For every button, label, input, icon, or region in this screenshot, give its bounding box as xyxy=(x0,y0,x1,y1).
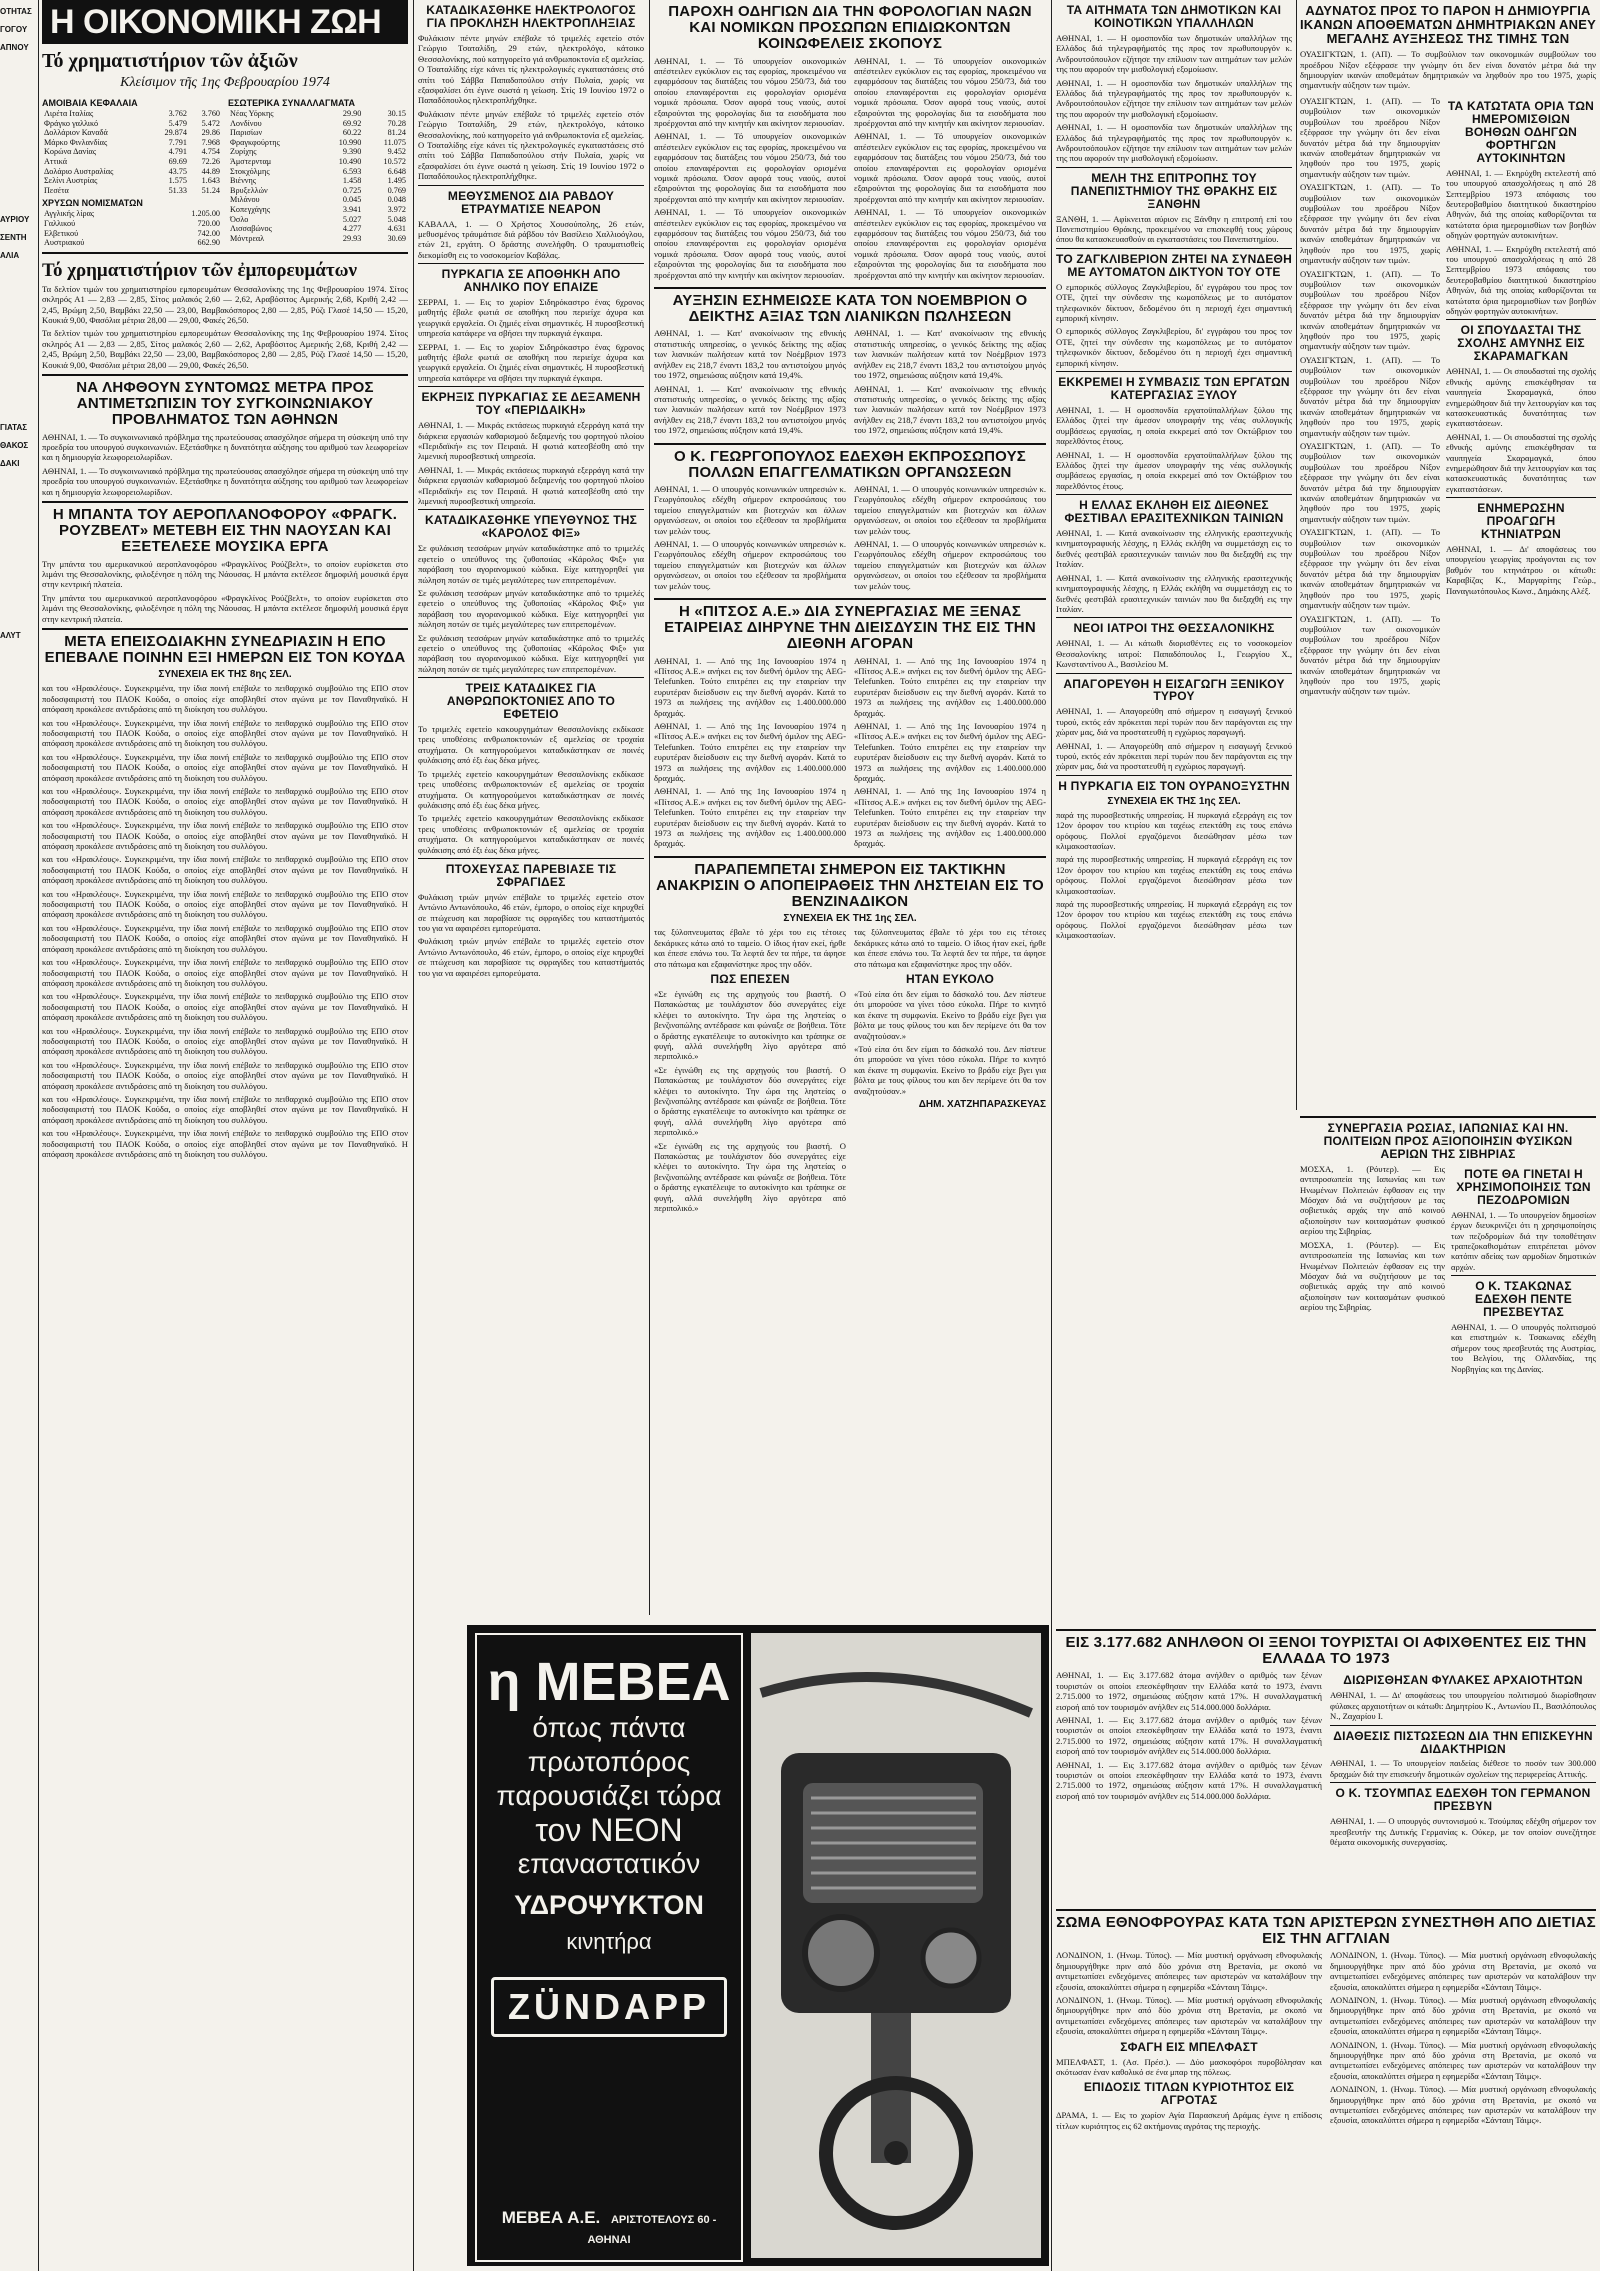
table-cell-value: 3.762 xyxy=(168,109,187,118)
table-cell-value: 6.593 xyxy=(342,166,362,176)
table-cell-label: Λισσαβώνος xyxy=(230,224,272,234)
table-row xyxy=(42,119,222,129)
article-a18: ΕΚΚΡΕΜΕΙ Η ΣΥΜΒΑΣΙΣ ΤΩΝ ΕΡΓΑΤΩΝ ΚΑΤΕΡΓΑΣΙΑΣ ΞΥΛΟΥ ΑΘΗΝΑΙ, 1. — Η ομοσπονδία εργατοϋπαλλήλων ξύλου της Ελλάδος ζητεί την άμεσον υπογραφήν της νέας συλλογικής συμβάσεως εργασίας, η οποία εκκρεμεί από τον Οκτώβριον του παρελθόντος έτους. ΑΘΗΝΑΙ, 1. — Η ομοσπονδία εργατοϋπαλλήλων ξύλου της Ελλάδος ζητεί την άμεσον υπογραφήν της νέας συλλογικής συμβάσεως εργασίας, η οποία εκκρεμεί από τον Οκτώβριον του παρελθόντος έτους. xyxy=(1056,375,1292,491)
article-a16: ΜΕΛΗ ΤΗΣ ΕΠΙΤΡΟΠΗΣ ΤΟΥ ΠΑΝΕΠΙΣΤΗΜΙΟΥ ΤΗΣ ΘΡΑΚΗΣ ΕΙΣ ΞΑΝΘΗΝ ΞΑΝΘΗ, 1. — Αφίκνειται αύριον εις Ξάνθην η επιτροπή επί του Πανεπιστημίου Θράκης, προκειμένου να επισκεφθή τους χώρους όπου θα κατασκευασθούν αι εγκαταστάσεις του Πανεπιστημίου. xyxy=(1056,170,1292,245)
stock-column xyxy=(42,0,408,1162)
merchandise-text: Τα δελτίον τιμών του χρηματιστηρίου εμπορευμάτων Θεσσαλονίκης της 1ης Φεβρουαρίου 1974. Σίτος σκληρός Α1 — 2,83 — 2,85, Σίτος μαλακός 2,60 — 2,62, Αραβόσιτος Αμερικής 2,68, Κριθή 2,42 — 2,45, Βρώμη 2,50, Βαμβάκι 22,50 — 23,00, Βαμβακόσπορος 2,80 — 2,85, Ρύζι Γλασέ 14,50 — 15,20, Κουκιά 9,00, Φασόλια μέτρια 28,00 — 29,00, Φακές 26,50. xyxy=(42,283,408,325)
ad-line: τον ΝΕΟΝ xyxy=(535,1812,683,1848)
table-cell-label: Πεσέτα xyxy=(44,185,69,195)
strip-word: ΑΥΡΙΟΥ xyxy=(0,215,30,224)
table-cell-label: Λονδίνου xyxy=(230,118,262,128)
column-5 xyxy=(1056,0,1292,1625)
table-cell-value: 4.631 xyxy=(387,224,406,234)
column-rule xyxy=(1296,0,1297,1110)
table-row xyxy=(42,157,222,167)
zundapp-logo: ZÜNDAPP xyxy=(491,1977,727,2037)
table-cell-value: 720.00 xyxy=(197,218,220,228)
table-cell-value: 30.15 xyxy=(387,109,406,118)
table-row xyxy=(228,128,408,138)
table-row xyxy=(228,176,408,186)
table-cell-value: 29.93 xyxy=(342,233,362,243)
table-cell-value: 0.045 xyxy=(342,195,362,205)
table-cell-label: Γαλλικού xyxy=(44,218,76,228)
table-row xyxy=(42,128,222,138)
stock-tables xyxy=(42,95,408,248)
strip-word: ΣΕΝΤΗ xyxy=(0,233,27,242)
merchandise-title: Τό χρηματιστήριον τῶν ἐμπορευμάτων xyxy=(42,259,357,281)
article-a7: ΠΤΟΧΕΥΣΑΣ ΠΑΡΕΒΙΑΣΕ ΤΙΣ ΣΦΡΑΓΙΔΕΣ Φυλάκιση τριών μηνών επέβαλε το τριμελές εφετείο στον Αντώνιο Αντωνόπουλο, 46 ετών, έμπορο, ο οποίος είχε κηρυχθεί σε πτώχευση και παραβίασε τις σφραγίδες του καταστήματός του για να αφαιρέσει εμπορεύματα. Φυλάκιση τριών μηνών επέβαλε το τριμελές εφετείο στον Αντώνιο Αντωνόπουλο, 46 ετών, έμπορο, ο οποίος είχε κηρυχθεί σε πτώχευση και παραβίασε τις σφραγίδες του καταστήματός του για να αφαιρέσει εμπορεύματα. xyxy=(418,861,644,978)
table-row xyxy=(42,138,222,148)
gold-table xyxy=(42,209,222,247)
table-cell-value: 10.490 xyxy=(338,156,362,166)
table-heading: ΕΣΩΤΕΡΙΚΑ ΣΥΝΑΛΛΑΓΜΑΤΑ xyxy=(228,98,356,108)
article-a30: ΕΙΣ 3.177.682 ΑΝΗΛΘΟΝ ΟΙ ΞΕΝΟΙ ΤΟΥΡΙΣΤΑΙ ΟΙ ΑΦΙΧΘΕΝΤΕΣ ΕΙΣ ΤΗΝ ΕΛΛΑΔΑ ΤΟ 1973 ΑΘΗΝΑΙ, 1. — Εις 3.177.682 άτομα ανήλθεν ο αριθμός των ξένων τουριστών οι οποίοι επεσκέφθησαν την Ελλάδα κατά το 1973, έναντι 2.715.000 το 1972, σημειώσας αύξησιν κατά 17%. Η συναλλαγματική εισροή από τον τουρισμόν ανήλθεν εις 514.000.000 δολλάρια. ΑΘΗΝΑΙ, 1. — Εις 3.177.682 άτομα ανήλθεν ο αριθμός των ξένων τουριστών οι οποίοι επεσκέφθησαν την Ελλάδα κατά το 1973, έναντι 2.715.000 το 1972, σημειώσας αύξησιν κατά 17%. Η συναλλαγματική εισροή από τον τουρισμόν ανήλθεν εις 514.000.000 δολλάρια. ΑΘΗΝΑΙ, 1. — Εις 3.177.682 άτομα ανήλθεν ο αριθμός των ξένων τουριστών οι οποίοι επεσκέφθησαν την Ελλάδα κατά το 1973, έναντι 2.715.000 το 1972, σημειώσας αύξησιν κατά 17%. Η συναλλαγματική εισροή από τον τουρισμόν ανήλθεν εις 514.000.000 δολλάρια. ΔΙΩΡΙΣΘΗΣΑΝ ΦΥΛΑΚΕΣ ΑΡΧΑΙΟΤΗΤΩΝ ΑΘΗΝΑΙ, 1. — Δι' αποφάσεως του υπουργείου πολιτισμού διωρίσθησαν φύλακες αρχαιοτήτων οι κάτωθι: Δημητρίου Κ., Αντωνίου Π., Βασιλόπουλος Ν., Ζαχαρίου Ι. ΔΙΑΘΕΣΙΣ ΠΙΣΤΩΣΕΩΝ ΔΙΑ ΤΗΝ ΕΠΙΣΚΕΥΗΝ ΔΙΔΑΚΤΗΡΙΩΝ ΑΘΗΝΑΙ, 1. — Το υπουργείον παιδείας διέθεσε το ποσόν των 300.000 δραχμών διά την επισκευήν δημοτικών σχολείων της περιφερείας Αττικής. Ο Κ. ΤΣΟΥΜΠΑΣ ΕΔΕΧΘΗ ΤΟΝ ΓΕΡΜΑΝΟΝ ΠΡΕΣΒΥΝ ΑΘΗΝΑΙ, 1. — Ο υπουργός συντονισμού κ. Τσούμπας εδέχθη σήμερον τον πρεσβευτήν της Δυτικής Γερμανίας κ. Ούκερ, με τον οποίον συνεζήτησε θέματα οικονομικής συνεργασίας. xyxy=(1056,1625,1596,1850)
table-cell-label: Όσλο xyxy=(230,214,249,224)
article-a2: ΜΕΘΥΣΜΕΝΟΣ ΔΙΑ ΡΑΒΔΟΥ ΕΤΡΑΥΜΑΤΙΣΕ ΝΕΑΡΟΝ ΚΑΒΑΛΑ, 1. — Ο Χρήστος Χουσούπολης, 26 ετών, μεθυσμένος τράυμάτισε διά ράβδου τόν Βασίλειο Χαλλιοόγλου, ετών 21, εργάτη. Ο δράστης συνελήφθη. Ο τραυματισθείς διεκομίσθη εις το νοσοκομείον Καβάλας. xyxy=(418,188,644,260)
ad-footer-address: ΑΡΙΣΤΟΤΕΛΟΥΣ 60 - ΑΘΗΝΑΙ xyxy=(587,2214,717,2246)
table-cell-value: 60.22 xyxy=(342,128,362,138)
table-cell-value: 43.75 xyxy=(168,166,187,176)
article-a6: ΤΡΕΙΣ ΚΑΤΑΔΙΚΕΣ ΓΙΑ ΑΝΘΡΩΠΟΚΤΟΝΙΕΣ ΑΠΟ ΤΟ ΕΦΕΤΕΙΟ Το τριμελές εφετείο κακουργημάτων Θεσσαλονίκης εκδίκασε τρεις υποθέσεις ανθρωποκτονιών εξ αμελείας σε τροχαία ατυχήματα. Οι κατηγορούμενοι καταδικάστηκαν σε ποινές φυλάκισης από έξι έως δέκα μήνες. Το τριμελές εφετείο κακουργημάτων Θεσσαλονίκης εκδίκασε τρεις υποθέσεις ανθρωποκτονιών εξ αμελείας σε τροχαία ατυχήματα. Οι κατηγορούμενοι καταδικάστηκαν σε ποινές φυλάκισης από έξι έως δέκα μήνες. Το τριμελές εφετείο κακουργημάτων Θεσσαλονίκης εκδίκασε τρεις υποθέσεις ανθρωποκτονιών εξ αμελείας σε τροχαία ατυχήματα. Οι κατηγορούμενοι καταδικάστηκαν σε ποινές φυλάκισης από έξι έως δέκα μήνες. xyxy=(418,681,644,855)
article-a36: ΕΠΙΔΟΣΙΣ ΤΙΤΛΩΝ ΚΥΡΙΟΤΗΤΟΣ ΕΙΣ ΑΓΡΟΤΑΣ xyxy=(1083,2080,1295,2108)
table-cell-value: 70.28 xyxy=(387,118,406,128)
column-2 xyxy=(418,0,644,981)
table-cell-value: 7.968 xyxy=(201,137,220,147)
table-cell-value: 30.69 xyxy=(387,233,406,243)
table-row xyxy=(42,209,222,219)
table-cell-value: 4.791 xyxy=(168,147,187,157)
table-cell-value: 44.89 xyxy=(201,166,220,176)
table-row xyxy=(228,224,408,234)
table-cell-value: 81.24 xyxy=(387,128,406,138)
table-cell-value: 5.048 xyxy=(387,214,406,224)
article-a28: ΠΟΤΕ ΘΑ ΓΙΝΕΤΑΙ Η ΧΡΗΣΙΜΟΠΟΙΗΣΙΣ ΤΩΝ ΠΕΖΟΔΡΟΜΙΩΝ xyxy=(1456,1166,1591,1207)
merchandise-text-cont: Τα δελτίον τιμών του χρηματιστηρίου εμπορευμάτων Θεσσαλονίκης της 1ης Φεβρουαρίου 1974. Σίτος σκληρός Α1 — 2,83 — 2,85, Σίτος μαλακός 2,60 — 2,62, Αραβόσιτος Αμερικής 2,68, Κριθή 2,42 — 2,45, Βρώμη 2,50, Βαμβάκι 22,50 — 23,00, Βαμβακόσπορος 2,80 — 2,85, Ρύζι Γλασέ 14,50 — 15,20, Κουκιά 9,00, Φασόλια μέτρια 28,00 — 29,00, Φακές 26,50. xyxy=(42,328,408,370)
table-row xyxy=(228,119,408,129)
column-rule xyxy=(1051,0,1052,2271)
subhead-itan-eukolo: ΗΤΑΝ ΕΥΚΟΛΟ xyxy=(905,972,995,987)
article-a39: ΜΕΤΑ ΕΠΕΙΣΟΔΙΑΚΗΝ ΣΥΝΕΔΡΙΑΣΙΝ Η ΕΠΟ ΕΠΕΒΑΛΕ ΠΟΙΝΗΝ ΕΞΙ ΗΜΕΡΩΝ ΕΙΣ ΤΟΝ ΚΟΥΔΑ ΣΥΝΕΧΕΙΑ ΕΚ ΤΗΣ 8ης ΣΕΛ. και του «Ηρακλέους». Συγκεκριμένα, την ίδια ποινή επέβαλε το πειθαρχικό συμβούλιο της ΕΠΟ στον ποδοσφαιριστή του ΠΑΟΚ Κούδα, ο οποίος είχε αποβληθεί στον αγώνα με τον Παναθηναϊκό. Η απόφαση προκάλεσε αντιδράσεις από τη διοίκηση του συλλόγου. και του «Ηρακλέους». Συγκεκριμένα, την ίδια ποινή επέβαλε το πειθαρχικό συμβούλιο της ΕΠΟ στον ποδοσφαιριστή του ΠΑΟΚ Κούδα, ο οποίος είχε αποβληθεί στον αγώνα με τον Παναθηναϊκό. Η απόφαση προκάλεσε αντιδράσεις από τη διοίκηση του συλλόγου. και του «Ηρακλέους». Συγκεκριμένα, την ίδια ποινή επέβαλε το πειθαρχικό συμβούλιο της ΕΠΟ στον ποδοσφαιριστή του ΠΑΟΚ Κούδα, ο οποίος είχε αποβληθεί στον αγώνα με τον Παναθηναϊκό. Η απόφαση προκάλεσε αντιδράσεις από τη διοίκηση του συλλόγου. και του «Ηρακλέους». Συγκεκριμένα, την ίδια ποινή επέβαλε το πειθαρχικό συμβούλιο της ΕΠΟ στον ποδοσφαιριστή του ΠΑΟΚ Κούδα, ο οποίος είχε αποβληθεί στον αγώνα με τον Παναθηναϊκό. Η απόφαση προκάλεσε αντιδράσεις από τη διοίκηση του συλλόγου. και του «Ηρακλέους». Συγκεκριμένα, την ίδια ποινή επέβαλε το πειθαρχικό συμβούλιο της ΕΠΟ στον ποδοσφαιριστή του ΠΑΟΚ Κούδα, ο οποίος είχε αποβληθεί στον αγώνα με τον Παναθηναϊκό. Η απόφαση προκάλεσε αντιδράσεις από τη διοίκηση του συλλόγου. και του «Ηρακλέους». Συγκεκριμένα, την ίδια ποινή επέβαλε το πειθαρχικό συμβούλιο της ΕΠΟ στον ποδοσφαιριστή του ΠΑΟΚ Κούδα, ο οποίος είχε αποβληθεί στον αγώνα με τον Παναθηναϊκό. Η απόφαση προκάλεσε αντιδράσεις από τη διοίκηση του συλλόγου. και του «Ηρακλέους». Συγκεκριμένα, την ίδια ποινή επέβαλε το πειθαρχικό συμβούλιο της ΕΠΟ στον ποδοσφαιριστή του ΠΑΟΚ Κούδα, ο οποίος είχε αποβληθεί στον αγώνα με τον Παναθηναϊκό. Η απόφαση προκάλεσε αντιδράσεις από τη διοίκηση του συλλόγου. και του «Ηρακλέους». Συγκεκριμένα, την ίδια ποινή επέβαλε το πειθαρχικό συμβούλιο της ΕΠΟ στον ποδοσφαιριστή του ΠΑΟΚ Κούδα, ο οποίος είχε αποβληθεί στον αγώνα με τον Παναθηναϊκό. Η απόφαση προκάλεσε αντιδράσεις από τη διοίκηση του συλλόγου. και του «Ηρακλέους». Συγκεκριμένα, την ίδια ποινή επέβαλε το πειθαρχικό συμβούλιο της ΕΠΟ στον ποδοσφαιριστή του ΠΑΟΚ Κούδα, ο οποίος είχε αποβληθεί στον αγώνα με τον Παναθηναϊκό. Η απόφαση προκάλεσε αντιδράσεις από τη διοίκηση του συλλόγου. και του «Ηρακλέους». Συγκεκριμένα, την ίδια ποινή επέβαλε το πειθαρχικό συμβούλιο της ΕΠΟ στον ποδοσφαιριστή του ΠΑΟΚ Κούδα, ο οποίος είχε αποβληθεί στον αγώνα με τον Παναθηναϊκό. Η απόφαση προκάλεσε αντιδράσεις από τη διοίκηση του συλλόγου. και του «Ηρακλέους». Συγκεκριμένα, την ίδια ποινή επέβαλε το πειθαρχικό συμβούλιο της ΕΠΟ στον ποδοσφαιριστή του ΠΑΟΚ Κούδα, ο οποίος είχε αποβληθεί στον αγώνα με τον Παναθηναϊκό. Η απόφαση προκάλεσε αντιδράσεις από τη διοίκηση του συλλόγου. και του «Ηρακλέους». Συγκεκριμένα, την ίδια ποινή επέβαλε το πειθαρχικό συμβούλιο της ΕΠΟ στον ποδοσφαιριστή του ΠΑΟΚ Κούδα, ο οποίος είχε αποβληθεί στον αγώνα με τον Παναθηναϊκό. Η απόφαση προκάλεσε αντιδράσεις από τη διοίκηση του συλλόγου. και του «Ηρακλέους». Συγκεκριμένα, την ίδια ποινή επέβαλε το πειθαρχικό συμβούλιο της ΕΠΟ στον ποδοσφαιριστή του ΠΑΟΚ Κούδα, ο οποίος είχε αποβληθεί στον αγώνα με τον Παναθηναϊκό. Η απόφαση προκάλεσε αντιδράσεις από τη διοίκηση του συλλόγου. και του «Ηρακλέους». Συγκεκριμένα, την ίδια ποινή επέβαλε το πειθαρχικό συμβούλιο της ΕΠΟ στον ποδοσφαιριστή του ΠΑΟΚ Κούδα, ο οποίος είχε αποβληθεί στον αγώνα με τον Παναθηναϊκό. Η απόφαση προκάλεσε αντιδράσεις από τη διοίκηση του συλλόγου. xyxy=(42,632,408,1159)
table-cell-value: 1.575 xyxy=(168,176,187,186)
strip-word: ΑΠΝΟΥ xyxy=(0,43,29,52)
table-cell-value: 9.452 xyxy=(387,147,406,157)
table-row xyxy=(228,147,408,157)
strip-word: ΓΟΓΟΥ xyxy=(0,25,28,34)
article-a8: ΠΑΡΟΧΗ ΟΔΗΓΙΩΝ ΔΙΑ ΤΗΝ ΦΟΡΟΛΟΓΙΑΝ ΝΑΩΝ ΚΑΙ ΝΟΜΙΚΩΝ ΠΡΟΣΩΠΩΝ ΕΠΙΔΙΩΚΟΝΤΩΝ ΚΟΙΝΩΦΕΛΕΙΣ ΣΚΟΠΟΥΣ ΑΘΗΝΑΙ, 1. — Τό υπουργείον οικονομικών απέστειλεν εγκύκλιον εις τας εφορίας, προκειμένου να εφαρμόσουν τας διατάξεις του νόμου 250/73, διά του οποίου επαναφέρονται εις φορολογίαν ορισμένα νομικά πρόσωπα. Όσον αφορά τους ναούς, αυτοί εξαιρούνται της φορολογίας δια τα εισοδήματα που προέρχονται από την κινητήν και ακίνητον περιουσίαν. ΑΘΗΝΑΙ, 1. — Τό υπουργείον οικονομικών απέστειλεν εγκύκλιον εις τας εφορίας, προκειμένου να εφαρμόσουν τας διατάξεις του νόμου 250/73, διά του οποίου επαναφέρονται εις φορολογίαν ορισμένα νομικά πρόσωπα. Όσον αφορά τους ναούς, αυτοί εξαιρούνται της φορολογίας δια τα εισοδήματα που προέρχονται από την κινητήν και ακίνητον περιουσίαν. ΑΘΗΝΑΙ, 1. — Τό υπουργείον οικονομικών απέστειλεν εγκύκλιον εις τας εφορίας, προκειμένου να εφαρμόσουν τας διατάξεις του νόμου 250/73, διά του οποίου επαναφέρονται εις φορολογίαν ορισμένα νομικά πρόσωπα. Όσον αφορά τους ναούς, αυτοί εξαιρούνται της φορολογίας δια τα εισοδήματα που προέρχονται από την κινητήν και ακίνητον περιουσίαν. ΑΘΗΝΑΙ, 1. — Τό υπουργείον οικονομικών απέστειλεν εγκύκλιον εις τας εφορίας, προκειμένου να εφαρμόσουν τας διατάξεις του νόμου 250/73, διά του οποίου επαναφέρονται εις φορολογίαν ορισμένα νομικά πρόσωπα. Όσον αφορά τους ναούς, αυτοί εξαιρούνται της φορολογίας δια τα εισοδήματα που προέρχονται από την κινητήν και ακίνητον περιουσίαν. ΑΘΗΝΑΙ, 1. — Τό υπουργείον οικονομικών απέστειλεν εγκύκλιον εις τας εφορίας, προκειμένου να εφαρμόσουν τας διατάξεις του νόμου 250/73, διά του οποίου επαναφέρονται εις φορολογίαν ορισμένα νομικά πρόσωπα. Όσον αφορά τους ναούς, αυτοί εξαιρούνται της φορολογίας δια τα εισοδήματα που προέρχονται από την κινητήν και ακίνητον περιουσίαν. ΑΘΗΝΑΙ, 1. — Τό υπουργείον οικονομικών απέστειλεν εγκύκλιον εις τας εφορίας, προκειμένου να εφαρμόσουν τας διατάξεις του νόμου 250/73, διά του οποίου επαναφέρονται εις φορολογίαν ορισμένα νομικά πρόσωπα. Όσον αφορά τους ναούς, αυτοί εξαιρούνται της φορολογίας δια τα εισοδήματα που προέρχονται από την κινητήν και ακίνητον περιουσίαν. xyxy=(654,3,1046,280)
table-row xyxy=(228,205,408,215)
article-a9: ΑΥΞΗΣΙΝ ΕΣΗΜΕΙΩΣΕ ΚΑΤΑ ΤΟΝ ΝΟΕΜΒΡΙΟΝ Ο ΔΕΙΚΤΗΣ ΑΞΙΑΣ ΤΩΝ ΛΙΑΝΙΚΩΝ ΠΩΛΗΣΕΩΝ ΑΘΗΝΑΙ, 1. — Κατ' ανακοίνωσιν της εθνικής στατιστικής υπηρεσίας, ο γενικός δείκτης της αξίας των λιανικών πωλήσεων κατά τον Νοέμβριον 1973 ανήλθεν εις 218,7 έναντι 183,2 του αντιστοίχου μηνός του 1972, σημειώσας αύξησιν κατά 19,4%. ΑΘΗΝΑΙ, 1. — Κατ' ανακοίνωσιν της εθνικής στατιστικής υπηρεσίας, ο γενικός δείκτης της αξίας των λιανικών πωλήσεων κατά τον Νοέμβριον 1973 ανήλθεν εις 218,7 έναντι 183,2 του αντιστοίχου μηνός του 1972, σημειώσας αύξησιν κατά 19,4%. ΑΘΗΝΑΙ, 1. — Κατ' ανακοίνωσιν της εθνικής στατιστικής υπηρεσίας, ο γενικός δείκτης της αξίας των λιανικών πωλήσεων κατά τον Νοέμβριον 1973 ανήλθεν εις 218,7 έναντι 183,2 του αντιστοίχου μηνός του 1972, σημειώσας αύξησιν κατά 19,4%. ΑΘΗΝΑΙ, 1. — Κατ' ανακοίνωσιν της εθνικής στατιστικής υπηρεσίας, ο γενικός δείκτης της αξίας των λιανικών πωλήσεων κατά τον Νοέμβριον 1973 ανήλθεν εις 218,7 έναντι 183,2 του αντιστοίχου μηνός του 1972, σημειώσας αύξησιν κατά 19,4%. xyxy=(654,292,1046,436)
table-cell-label: Μάρκο Φινλανδίας xyxy=(44,137,108,147)
column-rule xyxy=(38,0,39,2271)
article-a1: ΚΑΤΑΔΙΚΑΣΘΗΚΕ ΗΛΕΚΤΡΟΛΟΓΟΣ ΓΙΑ ΠΡΟΚΛΗΣΗ ΗΛΕΚΤΡΟΠΛΗΞΙΑΣ Φυλάκισιν πέντε μηνών επέβαλε τό τριμελές εφετείο στόν Γεώργιο Τσαταλίδη, 29 ετών, ηλεκτρολόγο, κάτοικο Θεσσαλονίκης, πού κατηγορείτο γιά ανθρωποκτονία εξ αμελείας. Ο Τσαταλίδης είχε κάνει τίς ηλεκτρολογικές εγκαταστάσεις στό σπίτι τού Σάββα Παπαδοπούλου στήν Πυλαία, χωρίς να εξασφαλίσει ότι έγινε σωστά η γείωση. Στίς 19 Ιουνίου 1972 ο Παπαδόπουλος ηλεκτροπλήχθηκε. Φυλάκισιν πέντε μηνών επέβαλε τό τριμελές εφετείο στόν Γεώργιο Τσαταλίδη, 29 ετών, ηλεκτρολόγο, κάτοικο Θεσσαλονίκης, πού κατηγορείτο γιά ανθρωποκτονία εξ αμελείας. Ο Τσαταλίδης είχε κάνει τίς ηλεκτρολογικές εγκαταστάσεις στό σπίτι τού Σάββα Παπαδοπούλου στήν Πυλαία, χωρίς να εξασφαλίσει ότι έγινε σωστά η γείωση. Στίς 19 Ιουνίου 1972 ο Παπαδόπουλος ηλεκτροπλήχθηκε. xyxy=(418,3,644,182)
table-row xyxy=(42,176,222,186)
column-rule xyxy=(649,0,650,1615)
table-cell-value: 10.990 xyxy=(338,137,362,147)
strip-word: ΓΙΑΤΑΣ xyxy=(0,423,28,432)
table-cell-label: Φράγκο γαλλικό xyxy=(44,118,99,128)
stock-section-title: Τό χρηματιστήριον τῶν ἀξιῶν xyxy=(42,50,298,72)
article-a10: Ο Κ. ΓΕΩΡΓΟΠΟΥΛΟΣ ΕΔΕΧΘΗ ΕΚΠΡΟΣΩΠΟΥΣ ΠΟΛΛΩΝ ΕΠΑΓΓΕΛΜΑΤΙΚΩΝ ΟΡΓΑΝΩΣΕΩΝ ΑΘΗΝΑΙ, 1. — Ο υπουργός κοινωνικών υπηρεσιών κ. Γεωργόπουλος εδέχθη σήμερον εκπροσώπους του ταμείου επαγγελματιών και βιοτεχνών και άλλων οργανώσεων, οι οποίοι του εξέθεσαν τα προβλήματα των μελών τους. ΑΘΗΝΑΙ, 1. — Ο υπουργός κοινωνικών υπηρεσιών κ. Γεωργόπουλος εδέχθη σήμερον εκπροσώπους του ταμείου επαγγελματιών και βιοτεχνών και άλλων οργανώσεων, οι οποίοι του εξέθεσαν τα προβλήματα των μελών τους. ΑΘΗΝΑΙ, 1. — Ο υπουργός κοινωνικών υπηρεσιών κ. Γεωργόπουλος εδέχθη σήμερον εκπροσώπους του ταμείου επαγγελματιών και βιοτεχνών και άλλων οργανώσεων, οι οποίοι του εξέθεσαν τα προβλήματα των μελών τους. ΑΘΗΝΑΙ, 1. — Ο υπουργός κοινωνικών υπηρεσιών κ. Γεωργόπουλος εδέχθη σήμερον εκπροσώπους του ταμείου επαγγελματιών και βιοτεχνών και άλλων οργανώσεων, οι οποίοι του εξέθεσαν τα προβλήματα των μελών τους. xyxy=(654,447,1046,591)
column-6a: ΟΥΑΣΙΓΚΤΩΝ, 1. (ΑΠ). — Το συμβούλιον των οικονομικών συμβούλων του προέδρου Νίξον εξέφρασε την γνώμην ότι δεν είναι δυνατόν μέτρα διά την δημιουργίαν ικανών αποθεμάτων δημητριακών να ληφθούν προ του 1975, χωρίς σημαντικήν αύξησιν των τιμών. ΟΥΑΣΙΓΚΤΩΝ, 1. (ΑΠ). — Το συμβούλιον των οικονομικών συμβούλων του προέδρου Νίξον εξέφρασε την γνώμην ότι δεν είναι δυνατόν μέτρα διά την δημιουργίαν ικανών αποθεμάτων δημητριακών να ληφθούν προ του 1975, χωρίς σημαντικήν αύξησιν των τιμών. ΟΥΑΣΙΓΚΤΩΝ, 1. (ΑΠ). — Το συμβούλιον των οικονομικών συμβούλων του προέδρου Νίξον εξέφρασε την γνώμην ότι δεν είναι δυνατόν μέτρα διά την δημιουργίαν ικανών αποθεμάτων δημητριακών να ληφθούν προ του 1975, χωρίς σημαντικήν αύξησιν των τιμών. ΟΥΑΣΙΓΚΤΩΝ, 1. (ΑΠ). — Το συμβούλιον των οικονομικών συμβούλων του προέδρου Νίξον εξέφρασε την γνώμην ότι δεν είναι δυνατόν μέτρα διά την δημιουργίαν ικανών αποθεμάτων δημητριακών να ληφθούν προ του 1975, χωρίς σημαντικήν αύξησιν των τιμών. ΟΥΑΣΙΓΚΤΩΝ, 1. (ΑΠ). — Το συμβούλιον των οικονομικών συμβούλων του προέδρου Νίξον εξέφρασε την γνώμην ότι δεν είναι δυνατόν μέτρα διά την δημιουργίαν ικανών αποθεμάτων δημητριακών να ληφθούν προ του 1975, χωρίς σημαντικήν αύξησιν των τιμών. ΟΥΑΣΙΓΚΤΩΝ, 1. (ΑΠ). — Το συμβούλιον των οικονομικών συμβούλων του προέδρου Νίξον εξέφρασε την γνώμην ότι δεν είναι δυνατόν μέτρα διά την δημιουργίαν ικανών αποθεμάτων δημητριακών να ληφθούν προ του 1975, χωρίς σημαντικήν αύξησιν των τιμών. ΟΥΑΣΙΓΚΤΩΝ, 1. (ΑΠ). — Το συμβούλιον των οικονομικών συμβούλων του προέδρου Νίξον εξέφρασε την γνώμην ότι δεν είναι δυνατόν μέτρα διά την δημιουργίαν ικανών αποθεμάτων δημητριακών να ληφθούν προ του 1975, χωρίς σημαντικήν αύξησιν των τιμών. xyxy=(1300,96,1440,697)
article-a37: ΝΑ ΛΗΦΘΟΥΝ ΣΥΝΤΟΜΩΣ ΜΕΤΡΑ ΠΡΟΣ ΑΝΤΙΜΕΤΩΠΙΣΙΝ ΤΟΥ ΣΥΓΚΟΙΝΩΝΙΑΚΟΥ ΠΡΟΒΛΗΜΑΤΟΣ ΤΩΝ ΑΘΗΝΩΝ ΑΘΗΝΑΙ, 1. — Το συγκοινωνιακό πρόβλημα της πρωτεύουσας απασχόλησε σήμερα τη σύσκεψη υπό την προεδρία του υπουργού συγκοινωνιών. Εξετάσθηκε η δυνατότητα αύξησης του αριθμού των λεωφορείων και η δημιουργία λεωφορειολωρίδων. ΑΘΗΝΑΙ, 1. — Το συγκοινωνιακό πρόβλημα της πρωτεύουσας απασχόλησε σήμερα τη σύσκεψη υπό την προεδρία του υπουργού συγκοινωνιών. Εξετάσθηκε η δυνατότητα αύξησης του αριθμού των λεωφορείων και η δημιουργία λεωφορειολωρίδων. xyxy=(42,378,408,497)
table-row xyxy=(42,219,222,229)
strip-word: ΔΑΚΙ xyxy=(0,459,20,468)
article-a35: ΣΦΑΓΗ ΕΙΣ ΜΠΕΛΦΑΣΤ xyxy=(1120,2039,1258,2054)
article-a3: ΠΥΡΚΑΓΙΑ ΣΕ ΑΠΟΘΗΚΗ ΑΠΟ ΑΝΗΛΙΚΟ ΠΟΥ ΕΠΑΙΖΕ ΣΕΡΡΑΙ, 1. — Εις το χωρίον Σιδηρόκαστρο ένας 6χρονος μαθητής έβαλε φωτιά σε αποθήκη που περιείχε άχυρα και γεωργικά εργαλεία. Οι ζημιές είναι σημαντικές. Η πυροσβεστική υπηρεσία κατάφερε να σβήσει την πυρκαγιά έγκαιρα. ΣΕΡΡΑΙ, 1. — Εις το χωρίον Σιδηρόκαστρο ένας 6χρονος μαθητής έβαλε φωτιά σε αποθήκη που περιείχε άχυρα και γεωργικά εργαλεία. Οι ζημιές είναι σημαντικές. Η πυροσβεστική υπηρεσία κατάφερε να σβήσει την πυρκαγιά έγκαιρα. xyxy=(418,267,644,383)
table-row xyxy=(42,238,222,248)
table-cell-value: 10.572 xyxy=(383,156,406,166)
table-cell-label: Αυστριακού xyxy=(44,238,85,248)
stock-table-left xyxy=(42,95,222,248)
article-a32: ΔΙΑΘΕΣΙΣ ΠΙΣΤΩΣΕΩΝ ΔΙΑ ΤΗΝ ΕΠΙΣΚΕΥΗΝ ΔΙΔΑΚΤΗΡΙΩΝ xyxy=(1333,1728,1593,1756)
table-heading: ΧΡΥΣΩΝ ΝΟΜΙΣΜΑΤΩΝ xyxy=(42,198,143,209)
table-cell-value: 4.754 xyxy=(201,147,220,157)
ad-footer-company: ΜΕΒΕΑ Α.Ε. xyxy=(501,2208,601,2227)
table-cell-value: 3.972 xyxy=(387,204,406,214)
table-row xyxy=(228,215,408,225)
table-cell-label: Μιλάνου xyxy=(230,195,260,205)
table-cell-label: Κορώνα Δανίας xyxy=(44,147,97,157)
table-cell-value: 29.874 xyxy=(164,128,187,138)
article-a27: ΣΥΝΕΡΓΑΣΙΑ ΡΩΣΙΑΣ, ΙΑΠΩΝΙΑΣ ΚΑΙ ΗΝ. ΠΟΛΙΤΕΙΩΝ ΠΡΟΣ ΑΞΙΟΠΟΙΗΣΙΝ ΦΥΣΙΚΩΝ ΑΕΡΙΩΝ ΤΗΣ ΣΙΒΗΡΙΑΣ ΜΟΣΧΑ, 1. (Ρόυτερ). — Εις αντιπροσωπεία της Ιαπωνίας και των Ηνωμένων Πολιτειών έφθασαν εις την Μόσχαν διά να συζητήσουν με τας σοβιετικάς αρχάς την από κοινού αξιοποίησιν των κοιτασμάτων φυσικού αερίου της Σιβηρίας. ΜΟΣΧΑ, 1. (Ρόυτερ). — Εις αντιπροσωπεία της Ιαπωνίας και των Ηνωμένων Πολιτειών έφθασαν εις την Μόσχαν διά να συζητήσουν με τας σοβιετικάς αρχάς την από κοινού αξιοποίησιν των κοιτασμάτων φυσικού αερίου της Σιβηρίας. ΠΟΤΕ ΘΑ ΓΙΝΕΤΑΙ Η ΧΡΗΣΙΜΟΠΟΙΗΣΙΣ ΤΩΝ ΠΕΖΟΔΡΟΜΙΩΝ ΑΘΗΝΑΙ, 1. — Το υπουργείον δημοσίων έργων διευκρινίζει ότι η χρησιμοποίησις των πεζοδρομίων διά την τοποθέτησιν τραπεζοκαθισμάτων επιτρέπεται μόνον κατόπιν αδείας των αρμοδίων δημοτικών αρχών. Ο Κ. ΤΣΑΚΩΝΑΣ ΕΔΕΧΘΗ ΠΕΝΤΕ ΠΡΕΣΒΕΥΤΑΣ ΑΘΗΝΑΙ, 1. — Ο υπουργός πολιτισμού και επιστημών κ. Τσακωνας εδέχθη σήμερον τους πρεσβευτάς της Αυστρίας, του Βελγίου, της Ολλανδίας, της Νορβηγίας και της Δανίας. xyxy=(1300,1112,1596,1412)
table-row xyxy=(228,195,408,205)
table-row xyxy=(42,109,222,119)
strip-word: ΑΛΥΤ xyxy=(0,631,21,640)
table-cell-value: 0.769 xyxy=(387,185,406,195)
table-cell-label: Αγγλικής λίρας xyxy=(44,209,95,219)
table-row xyxy=(228,186,408,196)
column-6 xyxy=(1300,0,1596,94)
byline: ΔΗΜ. ΧΑΤΖΗΠΑΡΑΣΚΕΥΑΣ xyxy=(918,1099,1046,1111)
table-cell-label: Δολλάριον Καναδά xyxy=(44,128,108,138)
table-cell-value: 1.495 xyxy=(387,176,406,186)
ad-footer xyxy=(485,2208,733,2248)
ad-line: επαναστατικόν xyxy=(517,1848,701,1879)
table-cell-label: Σελίνι Αυστρίας xyxy=(44,176,98,186)
article-a11: Η «ΠΙΤΣΟΣ Α.Ε.» ΔΙΑ ΣΥΝΕΡΓΑΣΙΑΣ ΜΕ ΞΕΝΑΣ ΕΤΑΙΡΕΙΑΣ ΔΙΗΡΥΝΕ ΤΗΝ ΔΙΕΙΣΔΥΣΙΝ ΤΗΣ ΕΙΣ ΤΗΝ ΔΙΕΘΝΗ ΑΓΟΡΑΝ ΑΘΗΝΑΙ, 1. — Από της 1ης Ιανουαρίου 1974 η «Πίτσος Α.Ε.» ανήκει εις τον διεθνή όμιλον της AEG-Telefunken. Τούτο επιτρέπει εις την εταιρείαν την ευρυτέραν διείσδυσιν εις την διεθνή αγοράν. Κατά το 1973 αι πωλήσεις της ανήλθον εις 1.400.000.000 δραχμάς. ΑΘΗΝΑΙ, 1. — Από της 1ης Ιανουαρίου 1974 η «Πίτσος Α.Ε.» ανήκει εις τον διεθνή όμιλον της AEG-Telefunken. Τούτο επιτρέπει εις την εταιρείαν την ευρυτέραν διείσδυσιν εις την διεθνή αγοράν. Κατά το 1973 αι πωλήσεις της ανήλθον εις 1.400.000.000 δραχμάς. ΑΘΗΝΑΙ, 1. — Από της 1ης Ιανουαρίου 1974 η «Πίτσος Α.Ε.» ανήκει εις τον διεθνή όμιλον της AEG-Telefunken. Τούτο επιτρέπει εις την εταιρείαν την ευρυτέραν διείσδυσιν εις την διεθνή αγοράν. Κατά το 1973 αι πωλήσεις της ανήλθον εις 1.400.000.000 δραχμάς. ΑΘΗΝΑΙ, 1. — Από της 1ης Ιανουαρίου 1974 η «Πίτσος Α.Ε.» ανήκει εις τον διεθνή όμιλον της AEG-Telefunken. Τούτο επιτρέπει εις την εταιρείαν την ευρυτέραν διείσδυσιν εις την διεθνή αγοράν. Κατά το 1973 αι πωλήσεις της ανήλθον εις 1.400.000.000 δραχμάς. ΑΘΗΝΑΙ, 1. — Από της 1ης Ιανουαρίου 1974 η «Πίτσος Α.Ε.» ανήκει εις τον διεθνή όμιλον της AEG-Telefunken. Τούτο επιτρέπει εις την εταιρείαν την ευρυτέραν διείσδυσιν εις την διεθνή αγοράν. Κατά το 1973 αι πωλήσεις της ανήλθον εις 1.400.000.000 δραχμάς. ΑΘΗΝΑΙ, 1. — Από της 1ης Ιανουαρίου 1974 η «Πίτσος Α.Ε.» ανήκει εις τον διεθνή όμιλον της AEG-Telefunken. Τούτο επιτρέπει εις την εταιρείαν την ευρυτέραν διείσδυσιν εις την διεθνή αγοράν. Κατά το 1973 αι πωλήσεις της ανήλθον εις 1.400.000.000 δραχμάς. xyxy=(654,602,1046,849)
table-cell-label: Ζυρίχης xyxy=(230,147,257,157)
article-a22: Η ΠΥΡΚΑΓΙΑ ΕΙΣ ΤΟΝ ΟΥΡΑΝΟΞΥΣΤΗΝ ΣΥΝΕΧΕΙΑ ΕΚ ΤΗΣ 1ης ΣΕΛ. παρά της πυροσβεστικής υπηρεσίας. Η πυρκαγιά εξερράγη εις τον 12ον όροφον του κτιρίου και ταχέως επεκτάθη εις τους επάνω ορόφους. Πολλοί εργαζόμενοι διεσώθησαν μέσω των κλιμακοστασίων. παρά της πυροσβεστικής υπηρεσίας. Η πυρκαγιά εξερράγη εις τον 12ον όροφον του κτιρίου και ταχέως επεκτάθη εις τους επάνω ορόφους. Πολλοί εργαζόμενοι διεσώθησαν μέσω των κλιμακοστασίων. παρά της πυροσβεστικής υπηρεσίας. Η πυρκαγιά εξερράγη εις τον 12ον όροφον του κτιρίου και ταχέως επεκτάθη εις τους επάνω ορόφους. Πολλοί εργαζόμενοι διεσώθησαν μέσω των κλιμακοστασίων. xyxy=(1056,778,1292,941)
table-cell-value: 3.941 xyxy=(342,204,362,214)
article-a17: ΤΟ ΖΑΓΚΛΙΒΕΡΙΟΝ ΖΗΤΕΙ ΝΑ ΣΥΝΔΕΘΗ ΜΕ ΑΥΤΟΜΑΤΟΝ ΔΙΚΤΥΟΝ ΤΟΥ ΟΤΕ Ο εμπορικός σύλλογος Ζαγκλιβερίου, δι' εγγράφου του προς τον ΟΤΕ, ζητεί την σύνδεσιν της κωμοπόλεως με το αυτόματον τηλεφωνικόν δίκτυον, δεδομένου ότι η περιοχή έχει σημαντική εμπορική κίνησιν. Ο εμπορικός σύλλογος Ζαγκλιβερίου, δι' εγγράφου του προς τον ΟΤΕ, ζητεί την σύνδεσιν της κωμοπόλεως με το αυτόματον τηλεφωνικόν δίκτυον, δεδομένου ότι η περιοχή έχει σημαντική εμπορική κίνησιν. xyxy=(1056,251,1292,368)
table-cell-value: 4.277 xyxy=(342,224,362,234)
ad-line: παρουσιάζει τώρα xyxy=(496,1780,722,1811)
column-7 xyxy=(1446,96,1596,1110)
article-a15: ΤΑ ΑΙΤΗΜΑΤΑ ΤΩΝ ΔΗΜΟΤΙΚΩΝ ΚΑΙ ΚΟΙΝΟΤΙΚΩΝ ΥΠΑΛΛΗΛΩΝ ΑΘΗΝΑΙ, 1. — Η ομοσπονδία των δημοτικών υπαλλήλων της Ελλάδος διά τηλεγραφήματός της προς τον πρωθυπουργόν κ. Ανδρουτσόπουλον εζήτησε την επίλυσιν των αιτημάτων των μελών της που αφορούν την μισθολογική εξομοίωσιν. ΑΘΗΝΑΙ, 1. — Η ομοσπονδία των δημοτικών υπαλλήλων της Ελλάδος διά τηλεγραφήματός της προς τον πρωθυπουργόν κ. Ανδρουτσόπουλον εζήτησε την επίλυσιν των αιτημάτων των μελών της που αφορούν την μισθολογική εξομοίωσιν. ΑΘΗΝΑΙ, 1. — Η ομοσπονδία των δημοτικών υπαλλήλων της Ελλάδος διά τηλεγραφήματός της προς τον πρωθυπουργόν κ. Ανδρουτσόπουλον εζήτησε την επίλυσιν των αιτημάτων των μελών της που αφορούν την μισθολογική εξομοίωσιν. xyxy=(1056,3,1292,164)
table-cell-value: 7.791 xyxy=(168,137,187,147)
table-cell-value: 51.24 xyxy=(201,185,220,195)
table-cell-value: 29.90 xyxy=(342,109,362,118)
table-cell-value: 1.458 xyxy=(342,176,362,186)
subhead-pos-epesen: ΠΩΣ ΕΠΕΣΕΝ xyxy=(710,972,790,987)
article-a24: ΤΑ ΚΑΤΩΤΑΤΑ ΟΡΙΑ ΤΩΝ ΗΜΕΡΟΜΙΣΘΙΩΝ ΒΟΗΘΩΝ ΟΔΗΓΩΝ ΦΟΡΤΗΓΩΝ ΑΥΤΟΚΙΝΗΤΩΝ ΑΘΗΝΑΙ, 1. — Εκηρύχθη εκτελεστή από του υπουργού απασχολήσεως η από 28 Σεπτεμβρίου 1973 απόφασις του δευτεροβαθμίου διαιτητικού δικαστηρίου Αθηνών, διά της οποίας καθορίζονται τα κατώτατα όρια ημερομισθίων των βοηθών οδηγών φορτηγών αυτοκινήτων. ΑΘΗΝΑΙ, 1. — Εκηρύχθη εκτελεστή από του υπουργού απασχολήσεως η από 28 Σεπτεμβρίου 1973 απόφασις του δευτεροβαθμίου διαιτητικού δικαστηρίου Αθηνών, διά της οποίας καθορίζονται τα κατώτατα όρια ημερομισθίων των βοηθών οδηγών φορτηγών αυτοκινήτων. xyxy=(1446,99,1596,317)
strip-word: ΘΑΚΟΣ xyxy=(0,441,29,450)
article-a19: Η ΕΛΛΑΣ ΕΚΛΗΘΗ ΕΙΣ ΔΙΕΘΝΕΣ ΦΕΣΤΙΒΑΛ ΕΡΑΣΙΤΕΧΝΙΚΩΝ ΤΑΙΝΙΩΝ ΑΘΗΝΑΙ, 1. — Κατά ανακοίνωσιν της ελληνικής ερασιτεχνικής κινηματογραφικής λέσχης, η Ελλάς εκλήθη να συμμετάσχη εις το διεθνές φεστιβάλ ερασιτεχνικών ταινιών που θα διεξαχθή εις την Ιταλίαν. ΑΘΗΝΑΙ, 1. — Κατά ανακοίνωσιν της ελληνικής ερασιτεχνικής κινηματογραφικής λέσχης, η Ελλάς εκλήθη να συμμετάσχη εις το διεθνές φεστιβάλ ερασιτεχνικών ταινιών που θα διεξαχθή εις την Ιταλίαν. xyxy=(1056,498,1292,614)
table-cell-value: 5.472 xyxy=(201,118,220,128)
table-row xyxy=(228,157,408,167)
column-rule xyxy=(413,0,414,2271)
table-cell-value: 662.90 xyxy=(197,238,220,248)
center-block xyxy=(654,0,1046,1615)
article-a23: ΑΔΥΝΑΤΟΣ ΠΡΟΣ ΤΟ ΠΑΡΟΝ Η ΔΗΜΙΟΥΡΓΙΑ ΙΚΑΝΩΝ ΑΠΟΘΕΜΑΤΩΝ ΔΗΜΗΤΡΙΑΚΩΝ ΑΝΕΥ ΜΕΓΑΛΗΣ ΑΥΞΗΣΕΩΣ ΤΗΣ ΤΙΜΗΣ ΤΩΝ ΟΥΑΣΙΓΚΤΩΝ, 1. (ΑΠ). — Το συμβούλιον των οικονομικών συμβούλων του προέδρου Νίξον εξέφρασε την γνώμην ότι δεν είναι δυνατόν μέτρα διά την δημιουργίαν ικανών αποθεμάτων δημητριακών να ληφθούν προ του 1975, χωρίς σημαντικήν αύξησιν των τιμών. xyxy=(1300,3,1596,91)
ad-brand: η ΜΕΒΕΑ xyxy=(487,1652,731,1712)
article-a25: ΟΙ ΣΠΟΥΔΑΣΤΑΙ ΤΗΣ ΣΧΟΛΗΣ ΑΜΥΝΗΣ ΕΙΣ ΣΚΑΡΑΜΑΓΚΑΝ ΑΘΗΝΑΙ, 1. — Οι σπουδασταί της σχολής εθνικής αμύνης επισκέφθησαν τα ναυπηγεία Σκαραμαγκά, όπου ενημερώθησαν διά την λειτουργίαν και τας κατασκευαστικάς δυνατότητας των εγκαταστάσεων. ΑΘΗΝΑΙ, 1. — Οι σπουδασταί της σχολής εθνικής αμύνης επισκέφθησαν τα ναυπηγεία Σκαραμαγκά, όπου ενημερώθησαν διά την λειτουργίαν και τας κατασκευαστικάς δυνατότητας των εγκαταστάσεων. xyxy=(1446,323,1596,494)
table-heading: ΑΜΟΙΒΑΙΑ ΚΕΦΑΛΑΙΑ xyxy=(42,98,138,108)
table-cell-label: Δολάριο Αυστραλίας xyxy=(44,166,114,176)
table-cell-label: Βιέννης xyxy=(230,176,257,186)
table-cell-value: 1.205.00 xyxy=(191,209,220,219)
table-cell-label: Νέας Υόρκης xyxy=(230,109,274,118)
strip-word: ΑΛΙΑ xyxy=(0,251,20,260)
masthead: Η ΟΙΚΟΝΟΜΙΚΗ ΖΩΗ xyxy=(42,0,408,44)
table-cell-label: Μόντρεαλ xyxy=(230,233,265,243)
mevea-advertisement xyxy=(467,1625,1049,2266)
table-cell-label: Κοπεγχάγης xyxy=(230,204,271,214)
stock-date-line: Κλείσιμον τῆς 1ης Φεβρουαρίου 1974 xyxy=(120,75,330,90)
table-cell-label: Στοκχόλμης xyxy=(230,166,270,176)
table-cell-value: 0.725 xyxy=(342,185,362,195)
strip-word: ΟΤΗΤΑΣ xyxy=(0,7,32,16)
table-cell-value: 69.92 xyxy=(342,118,362,128)
article-a20: ΝΕΟΙ ΙΑΤΡΟΙ ΤΗΣ ΘΕΣΣΑΛΟΝΙΚΗΣ ΑΘΗΝΑΙ, 1. — Αι κάτωθι διορισθέντες εις το νοσοκομείον Θεσσαλονίκης ιατροί: Παπαδόπουλος Ι., Γεωργίου Χ., Κωνσταντίνου Α., Βασιλείου Μ. xyxy=(1056,621,1292,670)
table-cell-value: 11.075 xyxy=(383,137,406,147)
table-cell-value: 72.26 xyxy=(201,156,220,166)
table-row xyxy=(228,109,408,119)
table-cell-label: Ελβετικού xyxy=(44,228,79,238)
table-row xyxy=(42,167,222,177)
ad-line: όπως πάντα πρωτοπόρος xyxy=(527,1712,691,1777)
article-a31: ΔΙΩΡΙΣΘΗΣΑΝ ΦΥΛΑΚΕΣ ΑΡΧΑΙΟΤΗΤΩΝ xyxy=(1343,1673,1583,1688)
article-a21: ΑΠΑΓΟΡΕΥΘΗ Η ΕΙΣΑΓΩΓΗ ΞΕΝΙΚΟΥ ΤΥΡΟΥ ΑΘΗΝΑΙ, 1. — Απαγορεύθη από σήμερον η εισαγωγή ξενικού τυρού, εκτός εάν πρόκειται περί τυρών που δεν παράγονται εις την χώραν μας, διά να προστατευθή η εγχώριος παραγωγή. ΑΘΗΝΑΙ, 1. — Απαγορεύθη από σήμερον η εισαγωγή ξενικού τυρού, εκτός εάν πρόκειται περί τυρών που δεν παράγονται εις την χώραν μας, διά να προστατευθή η εγχώριος παραγωγή. xyxy=(1056,676,1292,772)
table-cell-value: 3.760 xyxy=(201,109,220,118)
article-a38: Η ΜΠΑΝΤΑ ΤΟΥ ΑΕΡΟΠΛΑΝΟΦΟΡΟΥ «ΦΡΑΓΚ. ΡΟΥΖΒΕΛΤ» ΜΕΤΕΒΗ ΕΙΣ ΤΗΝ ΝΑΟΥΣΑΝ ΚΑΙ ΕΞΕΤΕΛΕΣΕ ΜΟΥΣΙΚΑ ΕΡΓΑ Την μπάντα του αμερικανικού αεροπλανοφόρου «Φραγκλίνος Ρούζβελτ», το οποίον ευρίσκεται στο λιμάνι της Θεσσαλονίκης, φιλοξένησε η πόλη της Νάουσας. Η μπάντα εκτέλεσε δημοφιλή μουσικά έργα στην κεντρική πλατεία. Την μπάντα του αμερικανικού αεροπλανοφόρου «Φραγκλίνος Ρούζβελτ», το οποίον ευρίσκεται στο λιμάνι της Θεσσαλονίκης, φιλοξένησε η πόλη της Νάουσας. Η μπάντα εκτέλεσε δημοφιλή μουσικά έργα στην κεντρική πλατεία. xyxy=(42,505,408,624)
article-a29: Ο Κ. ΤΣΑΚΩΝΑΣ ΕΔΕΧΘΗ ΠΕΝΤΕ ΠΡΕΣΒΕΥΤΑΣ xyxy=(1474,1279,1573,1320)
currency-table xyxy=(42,109,222,195)
ad-product-suffix: κινητήρα xyxy=(566,1929,652,1954)
table-cell-value: 9.390 xyxy=(342,147,362,157)
table-cell-value: 5.479 xyxy=(168,118,187,128)
table-cell-value: 0.048 xyxy=(387,195,406,205)
table-row xyxy=(42,229,222,239)
table-cell-label: Αττικά xyxy=(44,156,68,166)
motorcycle-engine-illustration xyxy=(751,1633,1041,2258)
table-cell-value: 29.86 xyxy=(201,128,220,138)
article-a33: Ο Κ. ΤΣΟΥΜΠΑΣ ΕΔΕΧΘΗ ΤΟΝ ΓΕΡΜΑΝΟΝ ΠΡΕΣΒΥΝ xyxy=(1335,1786,1591,1814)
table-row xyxy=(228,167,408,177)
table-cell-label: Φραγκφούρτης xyxy=(230,137,280,147)
table-row xyxy=(228,138,408,148)
ad-product: ΥΔΡΟΨΥΚΤΟΝ xyxy=(514,1890,704,1920)
table-cell-label: Λιρέτα Ιταλίας xyxy=(44,109,94,118)
table-cell-value: 5.027 xyxy=(342,214,362,224)
table-cell-value: 742.00 xyxy=(197,228,220,238)
table-cell-label: Βρυξελλών xyxy=(230,185,268,195)
article-a26: ΕΝΗΜΕΡΩΣΗΝ ΠΡΟΑΓΩΓΗ ΚΤΗΝΙΑΤΡΩΝ ΑΘΗΝΑΙ, 1. — Δι' αποφάσεως του υπουργείου γεωργίας προάγονται εις τον βαθμόν του κτηνιάτρου οι κάτωθι: Καραβίζας Κ., Μαργαρίτης Γεώρ., Παναγιωτόπουλος Κωνσ., Δημάκης Αλέξ. xyxy=(1446,501,1596,596)
table-cell-label: Άμστερνταμ xyxy=(230,156,272,166)
article-a4: ΕΚΡΗΞΙΣ ΠΥΡΚΑΓΙΑΣ ΣΕ ΔΕΞΑΜΕΝΗ ΤΟΥ «ΠΕΡΙΔΑΙΚΗ» ΑΘΗΝΑΙ, 1. — Μικράς εκτάσεως πυρκαγιά εξερράγη κατά την διάρκεια εργασιών καθαρισμού δεξαμενής του φορτηγού πλοίου «Περιδαϊκή» εις τον Πειραιά. Η φωτιά κατεσβέσθη από την λιμενική πυροσβεστική υπηρεσία. ΑΘΗΝΑΙ, 1. — Μικράς εκτάσεως πυρκαγιά εξερράγη κατά την διάρκεια εργασιών καθαρισμού δεξαμενής του φορτηγού πλοίου «Περιδαϊκή» εις τον Πειραιά. Η φωτιά κατεσβέσθη από την λιμενική πυροσβεστική υπηρεσία. xyxy=(418,390,644,507)
motorcycle-photo xyxy=(751,1633,1041,2258)
table-row xyxy=(42,147,222,157)
stock-table-right xyxy=(228,95,408,248)
article-a12: ΠΑΡΑΠΕΜΠΕΤΑΙ ΣΗΜΕΡΟΝ ΕΙΣ ΤΑΚΤΙΚΗΝ ΑΝΑΚΡΙΣΙΝ Ο ΑΠΟΠΕΙΡΑΘΕΙΣ ΤΗΝ ΛΗΣΤΕΙΑΝ ΕΙΣ ΤΟ ΒΕΝΖΙΝΑΔΙΚΟΝ ΣΥΝΕΧΕΙΑ ΕΚ ΤΗΣ 1ης ΣΕΛ. τας ξύλοπνευματας έβαλε τό χέρι του εις τέτοιες δεκάρικες κάτω από το ταμείο. Ο ίδιος ήταν εκεί, ήρθε και έπεσε επάνω του. Τα λεφτά δεν τα πήρε, τα άφησε στο πάτωμα και εξαφανίστηκε προς την οδόν. ΠΩΣ ΕΠΕΣΕΝ «Σε έγινώθη εις της αρχηγούς του βιαστή. Ο Παπακώστας με τουλάχιστον δύο συνεργάτες είχε κλέψει το αυτοκίνητο. Την ώρα της ληστείας ο βενζινοπώλης αντέδρασε και φώναξε σε βοήθεια. Τότε ο δράστης εγκατέλειψε το αυτοκίνητο και τράπηκε σε φυγή, αλλά συνελήφθη λίγο αργότερα από περιπολικό.» «Σε έγινώθη εις της αρχηγούς του βιαστή. Ο Παπακώστας με τουλάχιστον δύο συνεργάτες είχε κλέψει το αυτοκίνητο. Την ώρα της ληστείας ο βενζινοπώλης αντέδρασε και φώναξε σε βοήθεια. Τότε ο δράστης εγκατέλειψε το αυτοκίνητο και τράπηκε σε φυγή, αλλά συνελήφθη λίγο αργότερα από περιπολικό.» «Σε έγινώθη εις της αρχηγούς του βιαστή. Ο Παπακώστας με τουλάχιστον δύο συνεργάτες είχε κλέψει το αυτοκίνητο. Την ώρα της ληστείας ο βενζινοπώλης αντέδρασε και φώναξε σε βοήθεια. Τότε ο δράστης εγκατέλειψε το αυτοκίνητο και τράπηκε σε φυγή, αλλά συνελήφθη λίγο αργότερα από περιπολικό.» τας ξύλοπνευματας έβαλε τό χέρι του εις τέτοιες δεκάρικες κάτω από το ταμείο. Ο ίδιος ήταν εκεί, ήρθε και έπεσε επάνω του. Τα λεφτά δεν τα πήρε, τα άφησε στο πάτωμα και εξαφανίστηκε προς την οδόν. ΗΤΑΝ ΕΥΚΟΛΟ «Τού είπα ότι δεν είμαι το δάσκαλό του. Δεν πίστευε ότι μπορούσε να γίνει τόσο εύκολα. Πήρε το κινητό και έκανε τη συμφωνία. Εκείνο το βράδυ είχε βγει για βόλτα με τους φίλους του και δεν περίμενε ότι θα τον αναζητούσαν.» «Τού είπα ότι δεν είμαι το δάσκαλό του. Δεν πίστευε ότι μπορούσε να γίνει τόσο εύκολα. Πήρε το κινητό και έκανε τη συμφωνία. Εκείνο το βράδυ είχε βγει για βόλτα με τους φίλους του και δεν περίμενε ότι θα τον αναζητούσαν.» ΔΗΜ. ΧΑΤΖΗΠΑΡΑΣΚΕΥΑΣ xyxy=(654,860,1046,1214)
article-a34: ΣΩΜΑ ΕΘΝΟΦΡΟΥΡΑΣ ΚΑΤΑ ΤΩΝ ΑΡΙΣΤΕΡΩΝ ΣΥΝΕΣΤΗΘΗ ΑΠΟ ΔΙΕΤΙΑΣ ΕΙΣ ΤΗΝ ΑΓΓΛΙΑΝ ΛΟΝΔΙΝΟΝ, 1. (Ηνωμ. Τύπος). — Μία μυστική οργάνωση εθνοφυλακής δημιουργήθηκε πριν από δύο χρόνια στη Βρετανία, με σκοπό να αντιμετωπίσει ενδεχόμενες απόπειρες των αριστερών να καταλάβουν την εξουσία, αποκαλύπτει σήμερα η εφημερίδα «Σάνταιη Τάιμς». ΛΟΝΔΙΝΟΝ, 1. (Ηνωμ. Τύπος). — Μία μυστική οργάνωση εθνοφυλακής δημιουργήθηκε πριν από δύο χρόνια στη Βρετανία, με σκοπό να αντιμετωπίσει ενδεχόμενες απόπειρες των αριστερών να καταλάβουν την εξουσία, αποκαλύπτει σήμερα η εφημερίδα «Σάνταιη Τάιμς». ΣΦΑΓΗ ΕΙΣ ΜΠΕΛΦΑΣΤ ΜΠΕΛΦΑΣΤ, 1. (Ασ. Πρέσ.). — Δύο μασκοφόροι πυροβόλησαν και σκότωσαν έναν καθολικό σε ένα μπαρ της πόλεως. ΕΠΙΔΟΣΙΣ ΤΙΤΛΩΝ ΚΥΡΙΟΤΗΤΟΣ ΕΙΣ ΑΓΡΟΤΑΣ ΔΡΑΜΑ, 1. — Εις το χωρίον Αγία Παρασκευή Δράμας έγινε η επίδοσις τίτλων κυριότητος εις 62 ακτήμονας αγρότας της περιοχής. ΛΟΝΔΙΝΟΝ, 1. (Ηνωμ. Τύπος). — Μία μυστική οργάνωση εθνοφυλακής δημιουργήθηκε πριν από δύο χρόνια στη Βρετανία, με σκοπό να αντιμετωπίσει ενδεχόμενες απόπειρες των αριστερών να καταλάβουν την εξουσία, αποκαλύπτει σήμερα η εφημερίδα «Σάνταιη Τάιμς». ΛΟΝΔΙΝΟΝ, 1. (Ηνωμ. Τύπος). — Μία μυστική οργάνωση εθνοφυλακής δημιουργήθηκε πριν από δύο χρόνια στη Βρετανία, με σκοπό να αντιμετωπίσει ενδεχόμενες απόπειρες των αριστερών να καταλάβουν την εξουσία, αποκαλύπτει σήμερα η εφημερίδα «Σάνταιη Τάιμς». ΛΟΝΔΙΝΟΝ, 1. (Ηνωμ. Τύπος). — Μία μυστική οργάνωση εθνοφυλακής δημιουργήθηκε πριν από δύο χρόνια στη Βρετανία, με σκοπό να αντιμετωπίσει ενδεχόμενες απόπειρες των αριστερών να καταλάβουν την εξουσία, αποκαλύπτει σήμερα η εφημερίδα «Σάνταιη Τάιμς». ΛΟΝΔΙΝΟΝ, 1. (Ηνωμ. Τύπος). — Μία μυστική οργάνωση εθνοφυλακής δημιουργήθηκε πριν από δύο χρόνια στη Βρετανία, με σκοπό να αντιμετωπίσει ενδεχόμενες απόπειρες των αριστερών να καταλάβουν την εξουσία, αποκαλύπτει σήμερα η εφημερίδα «Σάνταιη Τάιμς». xyxy=(1056,1905,1596,2271)
table-row xyxy=(42,186,222,196)
table-cell-value: 6.648 xyxy=(387,166,406,176)
left-clipped-strip xyxy=(0,0,36,2271)
exchange-table xyxy=(228,109,408,243)
ad-text-panel xyxy=(475,1633,743,2262)
table-cell-value: 69.69 xyxy=(168,156,187,166)
article-a5: ΚΑΤΑΔΙΚΑΣΘΗΚΕ ΥΠΕΥΘΥΝΟΣ ΤΗΣ «ΚΑΡΟΛΟΣ ΦΙΞ» Σε φυλάκιση τεσσάρων μηνών καταδικάστηκε από το τριμελές εφετείο ο υπεύθυνος της ζυθοποιίας «Κάρολος Φιξ» για παράβαση του αγορανομικού κώδικα. Είχε κατηγορηθεί για πώληση ποτών σε τιμές μεγαλύτερες των επιτρεπομένων. Σε φυλάκιση τεσσάρων μηνών καταδικάστηκε από το τριμελές εφετείο ο υπεύθυνος της ζυθοποιίας «Κάρολος Φιξ» για παράβαση του αγορανομικού κώδικα. Είχε κατηγορηθεί για πώληση ποτών σε τιμές μεγαλύτερες των επιτρεπομένων. Σε φυλάκιση τεσσάρων μηνών καταδικάστηκε από το τριμελές εφετείο ο υπεύθυνος της ζυθοποιίας «Κάρολος Φιξ» για παράβαση του αγορανομικού κώδικα. Είχε κατηγορηθεί για πώληση ποτών σε τιμές μεγαλύτερες των επιτρεπομένων. xyxy=(418,513,644,674)
table-cell-label: Παρισίων xyxy=(230,128,263,138)
table-cell-value: 51.33 xyxy=(168,185,187,195)
table-cell-value: 1.643 xyxy=(201,176,220,186)
table-row xyxy=(228,234,408,244)
